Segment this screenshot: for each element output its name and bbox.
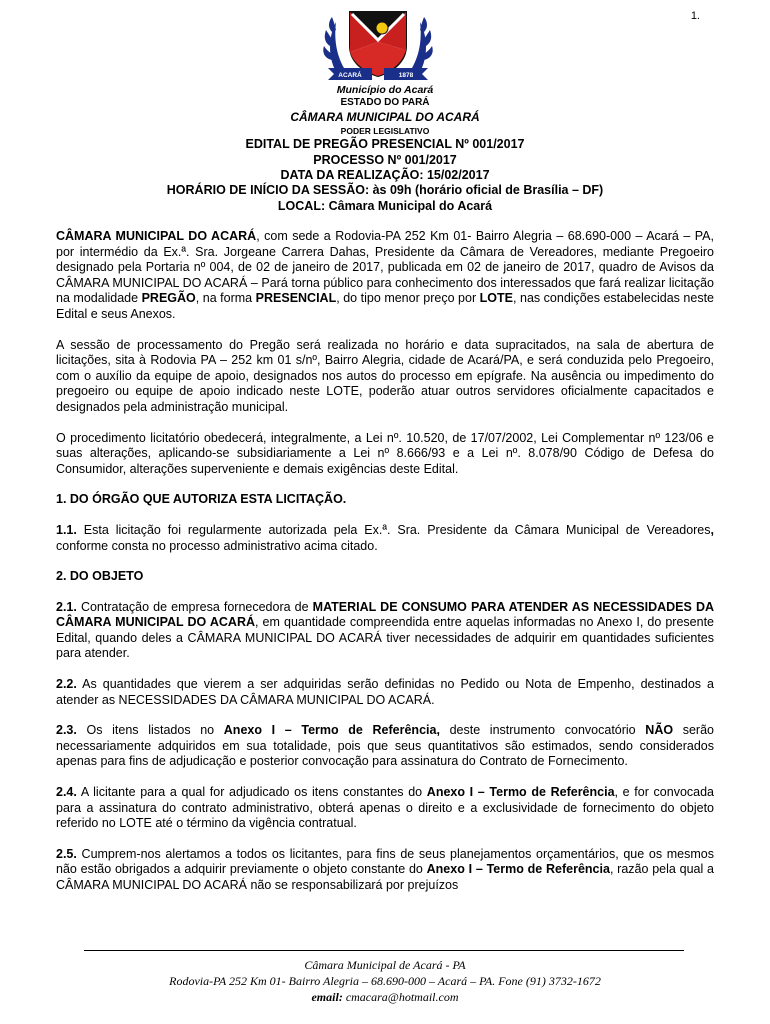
item-2-5: 2.5. Cumprem-nos alertamos a todos os licitantes, para fins de seus planejamentos orçamentários, que os mesmos não estão obrigados a adquirir previamente o objeto constante do Anexo I – Termo de Referência, razão pela qual a CÂMARA MUNICIPAL DO ACARÁ não se responsabilizará por prejuízos <box>56 846 714 892</box>
footer-email <box>0 990 770 1005</box>
section-1-title: 1. DO ÓRGÃO QUE AUTORIZA ESTA LICITAÇÃO. <box>56 492 347 507</box>
item-1-1: 1.1. Esta licitação foi regularmente autorizada pela Ex.ª. Sra. Presidente da Câmara Municipal de Vereadores, conforme consta no processo administrativo acima citado. <box>56 522 714 553</box>
intro-paragraph-2: A sessão de processamento do Pregão será realizada no horário e data supracitados, na sala de abertura de licitações, sita à Rodovia PA – 252 km 01 s/nº, Bairro Alegria, cidade de Acará/PA, e será conduzida pelo Pregoeiro, com o auxílio da equipe de apoio, designados nos autos do processo em epígrafe. Na ausência ou impedimento do pregoeiro ou equipe de apoio indicado neste LOTE, poderão atuar outros servidores oficialmente capacitados e designados pela administração municipal. <box>56 337 714 414</box>
page-number: 1. <box>690 10 700 22</box>
intro-paragraph-1: CÂMARA MUNICIPAL DO ACARÁ, com sede a Rodovia-PA 252 Km 01- Bairro Alegria – 68.690-000 – Acará – PA, por intermédio da Ex.ª. Sra. Jorgeane Carrera Dahas, Presidente da Câmara de Vereadores, mediante Pregoeiro designado pela Portaria nº 004, de 02 de janeiro de 2017, publicada em 02 de janeiro de 2017, quadro de Avisos da CÂMARA MUNICIPAL DO ACARÁ – Pará torna público para conhecimento dos interessados que fará realizar licitação na modalidade PREGÃO, na forma PRESENCIAL, do tipo menor preço por LOTE, nas condições estabelecidas neste Edital e seus Anexos. <box>56 229 715 321</box>
process-number: PROCESSO Nº 001/2017 <box>313 153 457 167</box>
session-location: LOCAL: Câmara Municipal do Acará <box>277 199 493 213</box>
intro-paragraph-3: O procedimento licitatório obedecerá, integralmente, a Lei nº. 10.520, de 17/07/2002, Lei Complementar nº 123/06 e suas alterações, aplicando-se subsidiariamente a Lei nº 8.666/93 e a Lei nº. 8.078/90 Código de Defesa do Consumidor, alterações superveniente e demais exigências deste Edital. <box>56 430 714 476</box>
section-2-title: 2. DO OBJETO <box>56 569 144 584</box>
item-2-2: 2.2. As quantidades que vierem a ser adquiridas serão definidas no Pedido ou Nota de Empenho, destinados a atender as NECESSIDADES DA CÂMARA MUNICIPAL DO ACARÁ. <box>56 677 714 707</box>
footer-email-value[interactable]: cmacara@hotmail.com <box>342 990 459 1004</box>
left-laurel <box>323 17 344 72</box>
municipality-name: Município do Acará <box>336 84 434 96</box>
edital-title: EDITAL DE PREGÃO PRESENCIAL Nº 001/2017 <box>245 137 525 151</box>
footer-address: Rodovia-PA 252 Km 01- Bairro Alegria – 68.690-000 – Acará – PA. Fone (91) 3732-1672 <box>169 974 601 988</box>
document-body <box>56 229 714 909</box>
shield <box>350 12 406 76</box>
state-name: ESTADO DO PARÁ <box>340 97 430 108</box>
banner-right-text: 1878 <box>398 72 414 79</box>
footer-chamber-name: Câmara Municipal de Acará - PA <box>304 958 466 972</box>
realization-date: DATA DA REALIZAÇÃO: 15/02/2017 <box>280 168 490 182</box>
item-2-4: 2.4. A licitante para a qual for adjudicado os itens constantes do Anexo I – Termo de Referência, e for convocada para a assinatura do contrato administrativo, obterá apenas o direito e a exclusividade de fornecimento do objeto referido no LOTE até o término da vigência contratual. <box>56 785 714 831</box>
banner-left-text: ACARÁ <box>338 72 362 79</box>
footer-email-label: email: <box>311 990 343 1004</box>
item-2-3: 2.3. Os itens listados no Anexo I – Termo de Referência, deste instrumento convocatório NÃO serão necessariamente adquiridos em sua totalidade, pois que seus quantitativos são estimados, sendo considerados apenas para fins de adjudicação e posterior convocação para assinatura do Contrato de Fornecimento. <box>56 723 714 769</box>
right-laurel <box>412 17 433 72</box>
session-start-time: HORÁRIO DE INÍCIO DA SESSÃO: às 09h (horário oficial de Brasília – DF) <box>166 183 604 197</box>
branch-name: PODER LEGISLATIVO <box>340 126 430 136</box>
item-2-1: 2.1. Contratação de empresa fornecedora de MATERIAL DE CONSUMO PARA ATENDER AS NECESSIDADES DA CÂMARA MUNICIPAL DO ACARÁ, em quantidade compreendida entre aquelas informadas no Anexo I, do presente Edital, quando deles a CÂMARA MUNICIPAL DO ACARÁ tiver necessidades de adquirir em quantidades suficientes para atender. <box>56 599 714 661</box>
chamber-name: CÂMARA MUNICIPAL DO ACARÁ <box>290 110 480 124</box>
municipal-coat-of-arms <box>322 2 434 92</box>
footer-divider <box>84 950 684 951</box>
